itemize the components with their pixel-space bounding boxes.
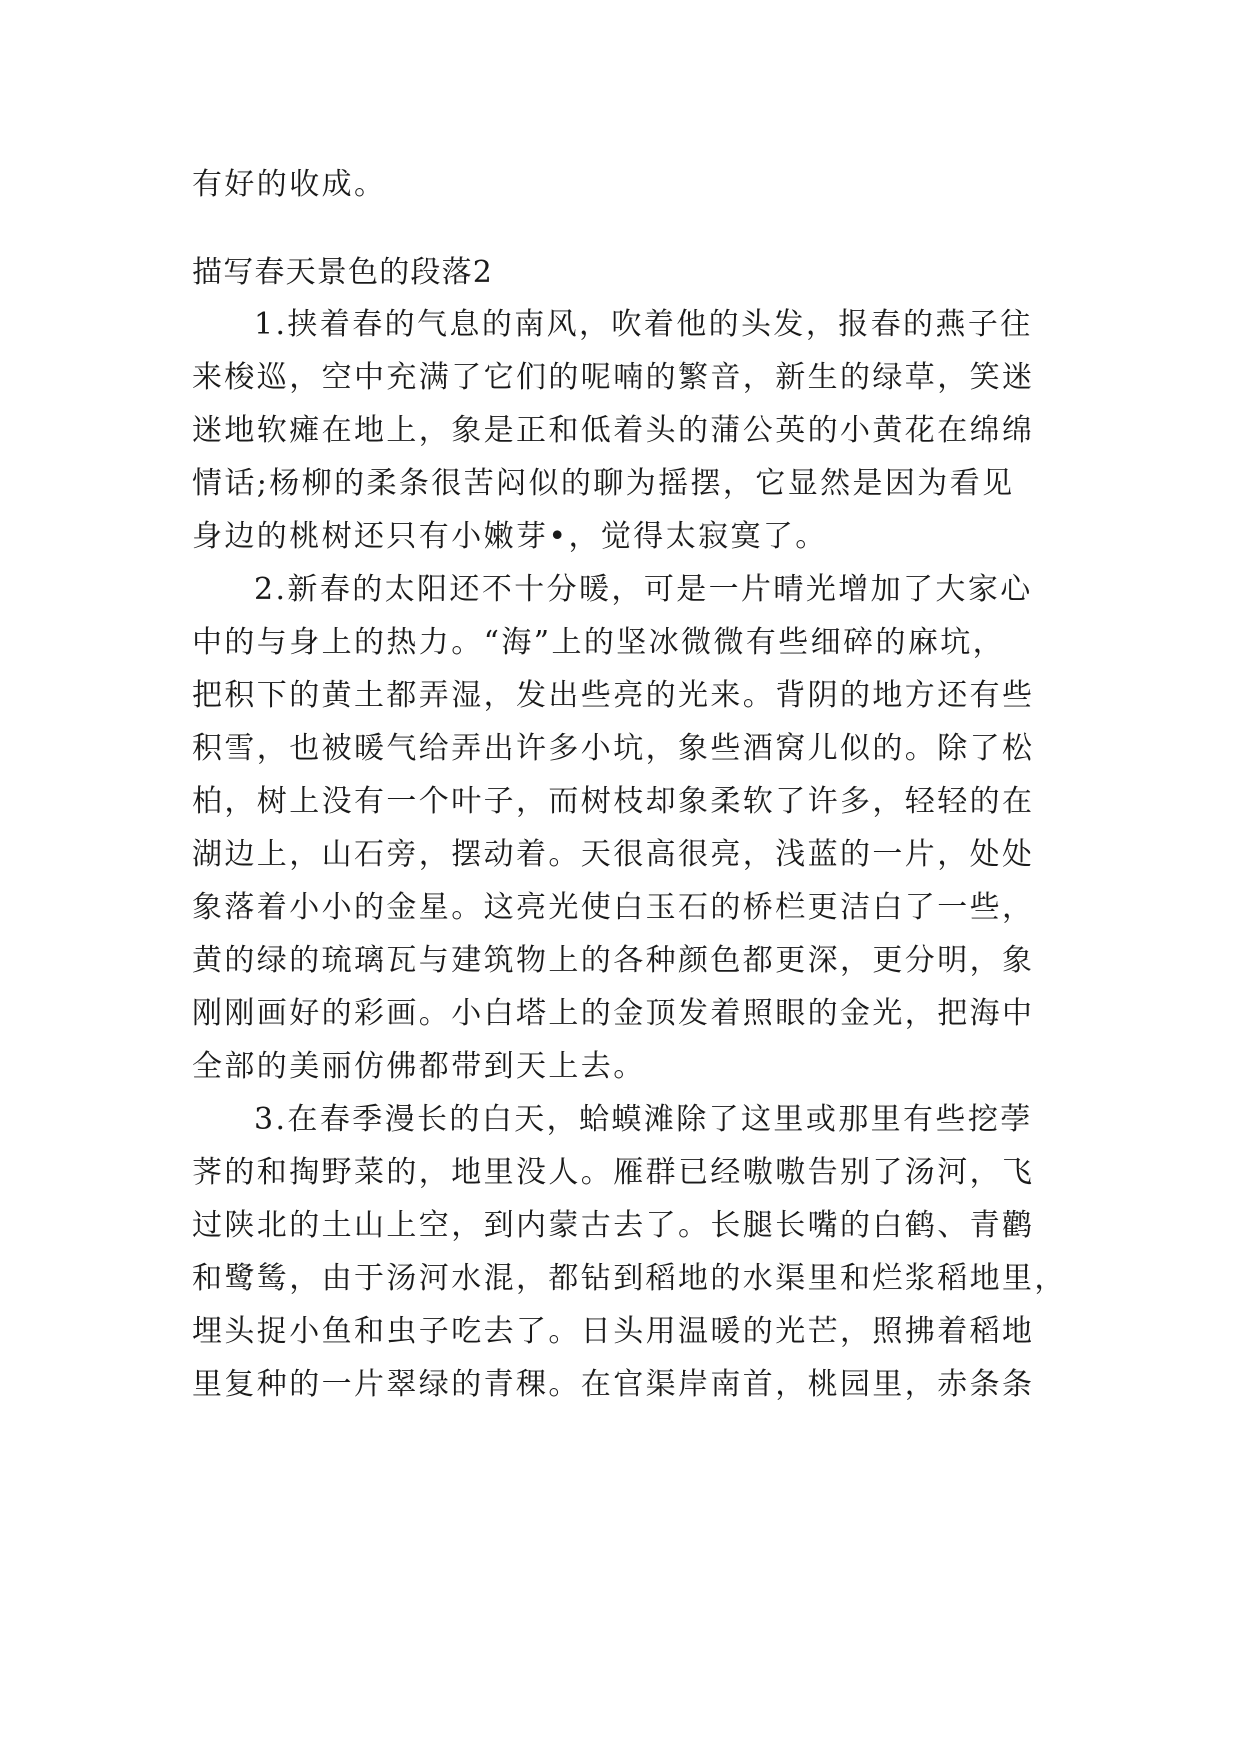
paragraph-2-line-6: 湖边上，山石旁，摆动着。天很高很亮，浅蓝的一片，处处	[192, 837, 1035, 872]
paragraph-ending-line: 有好的收成。	[192, 167, 387, 202]
paragraph-3-line-1: 3.在春季漫长的白天，蛤蟆滩除了这里或那里有些挖荸	[254, 1102, 1033, 1137]
paragraph-2-line-7: 象落着小小的金星。这亮光使白玉石的桥栏更洁白了一些，	[192, 890, 1035, 925]
paragraph-3-line-3: 过陕北的土山上空，到内蒙古去了。长腿长嘴的白鹤、青鹳	[192, 1208, 1035, 1243]
paragraph-2-line-1: 2.新春的太阳还不十分暖，可是一片晴光增加了大家心	[254, 572, 1033, 607]
paragraph-3-line-6: 里复种的一片翠绿的青稞。在官渠岸南首，桃园里，赤条条	[192, 1367, 1035, 1402]
paragraph-3-line-4: 和鹭鸶，由于汤河水混，都钻到稻地的水渠里和烂浆稻地里，	[192, 1261, 1067, 1296]
paragraph-2-line-4: 积雪，也被暖气给弄出许多小坑，象些酒窝儿似的。除了松	[192, 731, 1035, 766]
paragraph-2-line-2: 中的与身上的热力。“海”上的坚冰微微有些细碎的麻坑，	[192, 625, 1006, 660]
paragraph-1-line-4: 情话;杨柳的柔条很苦闷似的聊为摇摆，它显然是因为看见	[192, 466, 1015, 501]
paragraph-2-line-9: 刚刚画好的彩画。小白塔上的金顶发着照眼的金光，把海中	[192, 996, 1035, 1031]
paragraph-1-line-1: 1.挟着春的气息的南风，吹着他的头发，报春的燕子往	[254, 307, 1033, 342]
paragraph-1-line-2: 来梭巡，空中充满了它们的呢喃的繁音，新生的绿草，笑迷	[192, 360, 1035, 395]
paragraph-2-line-5: 柏，树上没有一个叶子，而树枝却象柔软了许多，轻轻的在	[192, 784, 1035, 819]
paragraph-2-line-3: 把积下的黄土都弄湿，发出些亮的光来。背阴的地方还有些	[192, 678, 1035, 713]
paragraph-3-line-2: 荠的和掏野菜的，地里没人。雁群已经嗷嗷告别了汤河，飞	[192, 1155, 1035, 1190]
paragraph-3-line-5: 埋头捉小鱼和虫子吃去了。日头用温暖的光芒，照拂着稻地	[192, 1314, 1035, 1349]
paragraph-1-line-5: 身边的桃树还只有小嫩芽•，觉得太寂寞了。	[192, 519, 828, 554]
paragraph-2-line-8: 黄的绿的琉璃瓦与建筑物上的各种颜色都更深，更分明，象	[192, 943, 1035, 978]
paragraph-1-line-3: 迷地软瘫在地上，象是正和低着头的蒲公英的小黄花在绵绵	[192, 413, 1035, 448]
paragraph-2-line-10: 全部的美丽仿佛都带到天上去。	[192, 1049, 646, 1084]
section-heading: 描写春天景色的段落2	[192, 255, 494, 290]
